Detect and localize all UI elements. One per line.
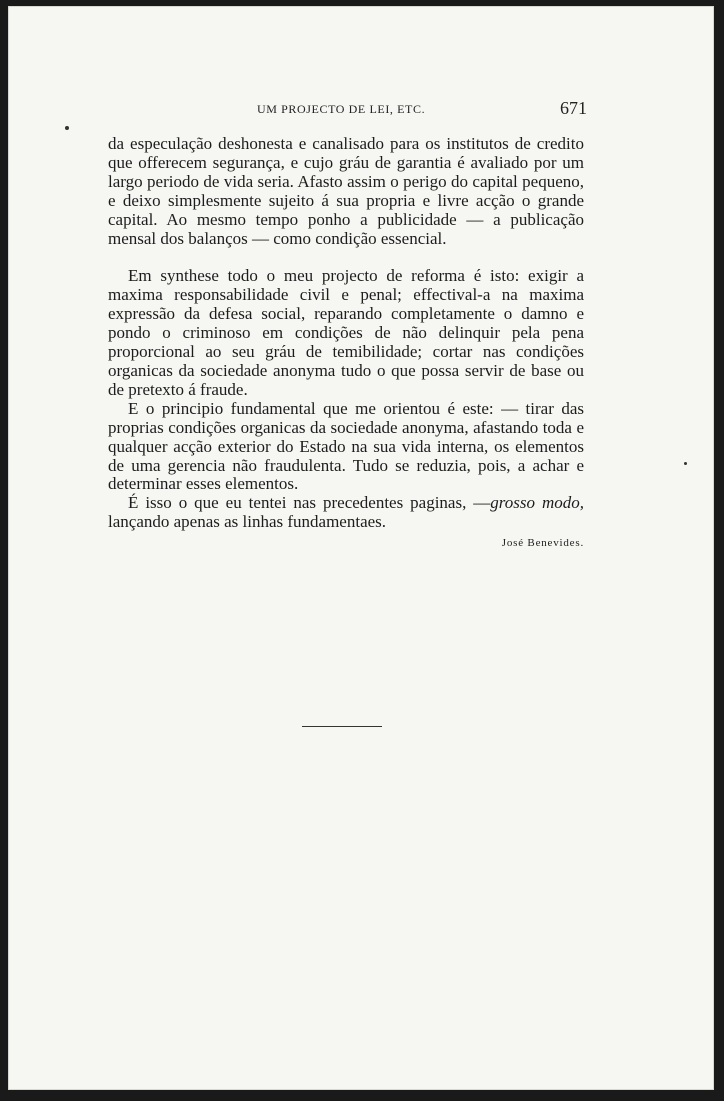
- running-title: UM PROJECTO DE LEI, ETC.: [257, 102, 426, 116]
- author-signature: José Benevides.: [501, 537, 584, 550]
- paragraph-4-italic: grosso modo,: [490, 493, 584, 513]
- paragraph-1: da especulação deshonesta e canalisado para os institutos de credito que offerecem segurança, e cujo gráu de garantia é avaliado por um largo periodo de vida seria. Afasto assim o perigo do capital pequeno, e deixo simplesmente sujeito á sua propria e livre acção o grande capital. Ao mesmo tempo ponho a publicidade — a publicação mensal dos balanços — como condição essencial.: [108, 134, 584, 248]
- paragraph-4: [108, 494, 584, 532]
- page-header: [8, 98, 714, 122]
- paragraph-4-start: É isso o que eu tentei nas precedentes paginas, —: [128, 493, 491, 513]
- ink-speck: [684, 462, 687, 465]
- book-page: [8, 6, 714, 1090]
- section-divider: [302, 726, 382, 727]
- body-text: [108, 135, 584, 553]
- ink-speck: [65, 126, 69, 130]
- paragraph-3: E o principio fundamental que me orientou é este: — tirar das proprias condições organicas da sociedade anonyma, afastando toda e qualquer acção exterior do Estado na sua vida interna, os elementos de uma gerencia não fraudulenta. Tudo se reduzia, pois, a achar e determinar esses elementos.: [108, 398, 584, 494]
- paragraph-4-end: lançando apenas as linhas fundamentaes.: [108, 512, 387, 532]
- paragraph-2: Em synthese todo o meu projecto de reforma é isto: exigir a maxima responsabilidade civil e penal; effectival-a na maxima expressão da defesa social, reparando completamente o damno e pondo o criminoso em condições de não delinquir pela pena proporcional ao seu gráu de temibilidade; cortar nas condições organicas da sociedade anonyma tudo o que possa servir de base ou de pretexto á fraude.: [108, 266, 584, 399]
- page-number: 671: [560, 98, 587, 118]
